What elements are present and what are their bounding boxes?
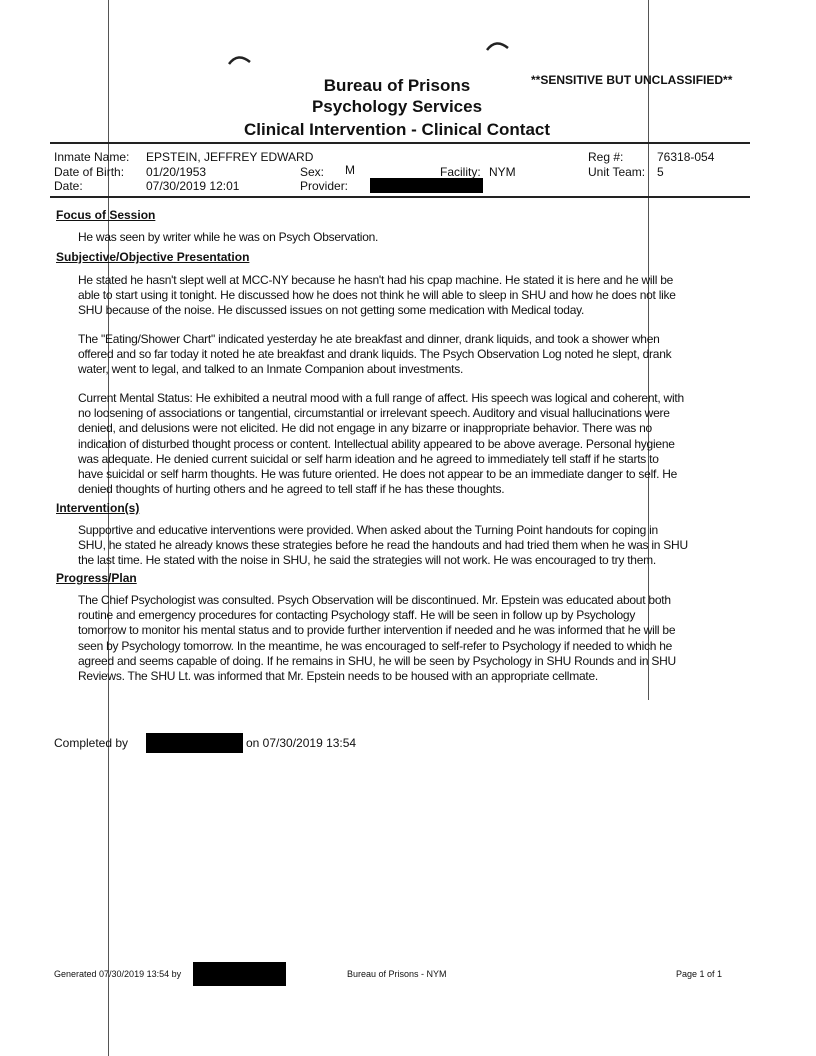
sex-value: M [345, 163, 355, 177]
text-line: water, went to legal, and talked to an Inmate Companion about investments. [78, 362, 464, 377]
scan-mark-icon [484, 38, 512, 52]
facility-label: Facility: [440, 165, 481, 179]
text-line: Reviews. The SHU Lt. was informed that Mr. Epstein needs to be housed with an appropriate cellmate. [78, 669, 598, 684]
text-line: denied, and delusions were not elicited. He did not engage in any bizarre or inappropriate behavior. There was no [78, 421, 652, 436]
text-line: The "Eating/Shower Chart" indicated yesterday he ate breakfast and dinner, drank liquids, and took a shower when [78, 332, 660, 346]
text-line: Current Mental Status: He exhibited a neutral mood with a full range of affect. His speech was logical and coherent, with [78, 391, 684, 405]
text-line: tomorrow to monitor his mental status and to provide further intervention if needed and he was informed that he will be [78, 623, 676, 638]
text-line: indication of disturbed thought process or content. Intellectual ability appeared to be above average. Personal hygiene [78, 436, 675, 451]
provider-label: Provider: [300, 179, 349, 193]
plan-heading: Progress/Plan [56, 571, 137, 585]
facility-value: NYM [489, 165, 516, 179]
reg-label: Reg #: [588, 150, 624, 164]
subjective-paragraph-1 [78, 273, 676, 319]
intervention-heading: Intervention(s) [56, 501, 140, 515]
unit-team-label: Unit Team: [588, 165, 646, 179]
text-line: agreed and seems capable of doing. If he remains in SHU, he will be seen by Psychology in SHU Rounds and in SHU [78, 653, 676, 668]
sex-label: Sex: [300, 165, 325, 179]
text-line: seen by Psychology tomorrow. In the meantime, he was encouraged to self-refer to Psychology if needed to which he [78, 638, 673, 653]
completed-by-label: Completed by [54, 736, 129, 750]
subjective-heading: Subjective/Objective Presentation [56, 250, 250, 264]
unit-team-value: 5 [657, 165, 664, 179]
text-line: SHU, he stated he already knows these strategies before he read the handouts and had tried them when he was in SHU [78, 538, 688, 553]
text-line: able to start using it tonight. He discussed how he does not think he will able to sleep in SHU and how he does not like [78, 288, 676, 303]
generated-by-redaction [193, 962, 286, 986]
inmate-name: EPSTEIN, JEFFREY EDWARD [146, 150, 314, 164]
generated-by-label: Generated 07/30/2019 13:54 by [54, 969, 182, 979]
completed-on-text: on 07/30/2019 13:54 [246, 736, 357, 750]
plan-paragraph [78, 593, 676, 684]
text-line: He stated he hasn't slept well at MCC-NY because he hasn't had his cpap machine. He stated it is here and he will be [78, 273, 674, 287]
text-line: was adequate. He denied current suicidal or self harm ideation and he agreed to immediately tell staff if he starts to [78, 451, 659, 466]
focus-text [78, 230, 378, 245]
footer-location: Bureau of Prisons - NYM [347, 969, 447, 979]
text-line: SHU because of the noise. He discussed issues on not getting some medication with Medical today. [78, 303, 585, 318]
text-line: routine and emergency procedures for contacting Psychology staff. He will be seen in follow up by Psychology [78, 608, 636, 623]
focus-heading: Focus of Session [56, 208, 156, 222]
mental-status-paragraph [78, 391, 684, 497]
header-divider [50, 142, 750, 144]
text-line: Supportive and educative interventions were provided. When asked about the Turning Point handouts for coping in [78, 523, 658, 537]
inmate-name-label: Inmate Name: [54, 150, 130, 164]
form-title: Clinical Intervention - Clinical Contact [243, 120, 551, 139]
text-line: offered and so far today it noted he ate breakfast and drank liquids. The Psych Observation Log noted he slept, drank [78, 347, 672, 362]
text-line: denied thoughts of hurting others and he agreed to tell staff if he has these thoughts. [78, 482, 505, 497]
dob-value: 01/20/1953 [146, 165, 207, 179]
text-line: the last time. He stated with the noise in SHU, he said the strategies will not work. He was encouraged to try them. [78, 553, 656, 568]
completed-by-redaction [146, 733, 243, 753]
subjective-paragraph-2 [78, 332, 671, 378]
text-line: have suicidal or self harm thoughts. He was future oriented. He does not appear to be an immediate danger to self. He [78, 467, 678, 482]
info-divider [50, 196, 750, 198]
text-line: He was seen by writer while he was on Psych Observation. [78, 230, 379, 244]
reg-value: 76318-054 [657, 150, 715, 164]
dob-label: Date of Birth: [54, 165, 125, 179]
intervention-paragraph [78, 523, 688, 569]
date-label: Date: [54, 179, 83, 193]
text-line: The Chief Psychologist was consulted. Psych Observation will be discontinued. Mr. Epstein was educated about both [78, 593, 671, 607]
page-number: Page 1 of 1 [676, 969, 723, 979]
text-line: no loosening of associations or tangential, circumstantial or irrelevant speech. Auditory and visual hallucinations were [78, 406, 670, 421]
agency-title: Bureau of Prisons [323, 76, 471, 95]
provider-redaction [370, 178, 483, 193]
scan-mark-icon [226, 52, 254, 66]
date-value: 07/30/2019 12:01 [146, 179, 240, 193]
classification-label: **SENSITIVE BUT UNCLASSIFIED** [531, 73, 733, 87]
department-title: Psychology Services [311, 97, 483, 116]
